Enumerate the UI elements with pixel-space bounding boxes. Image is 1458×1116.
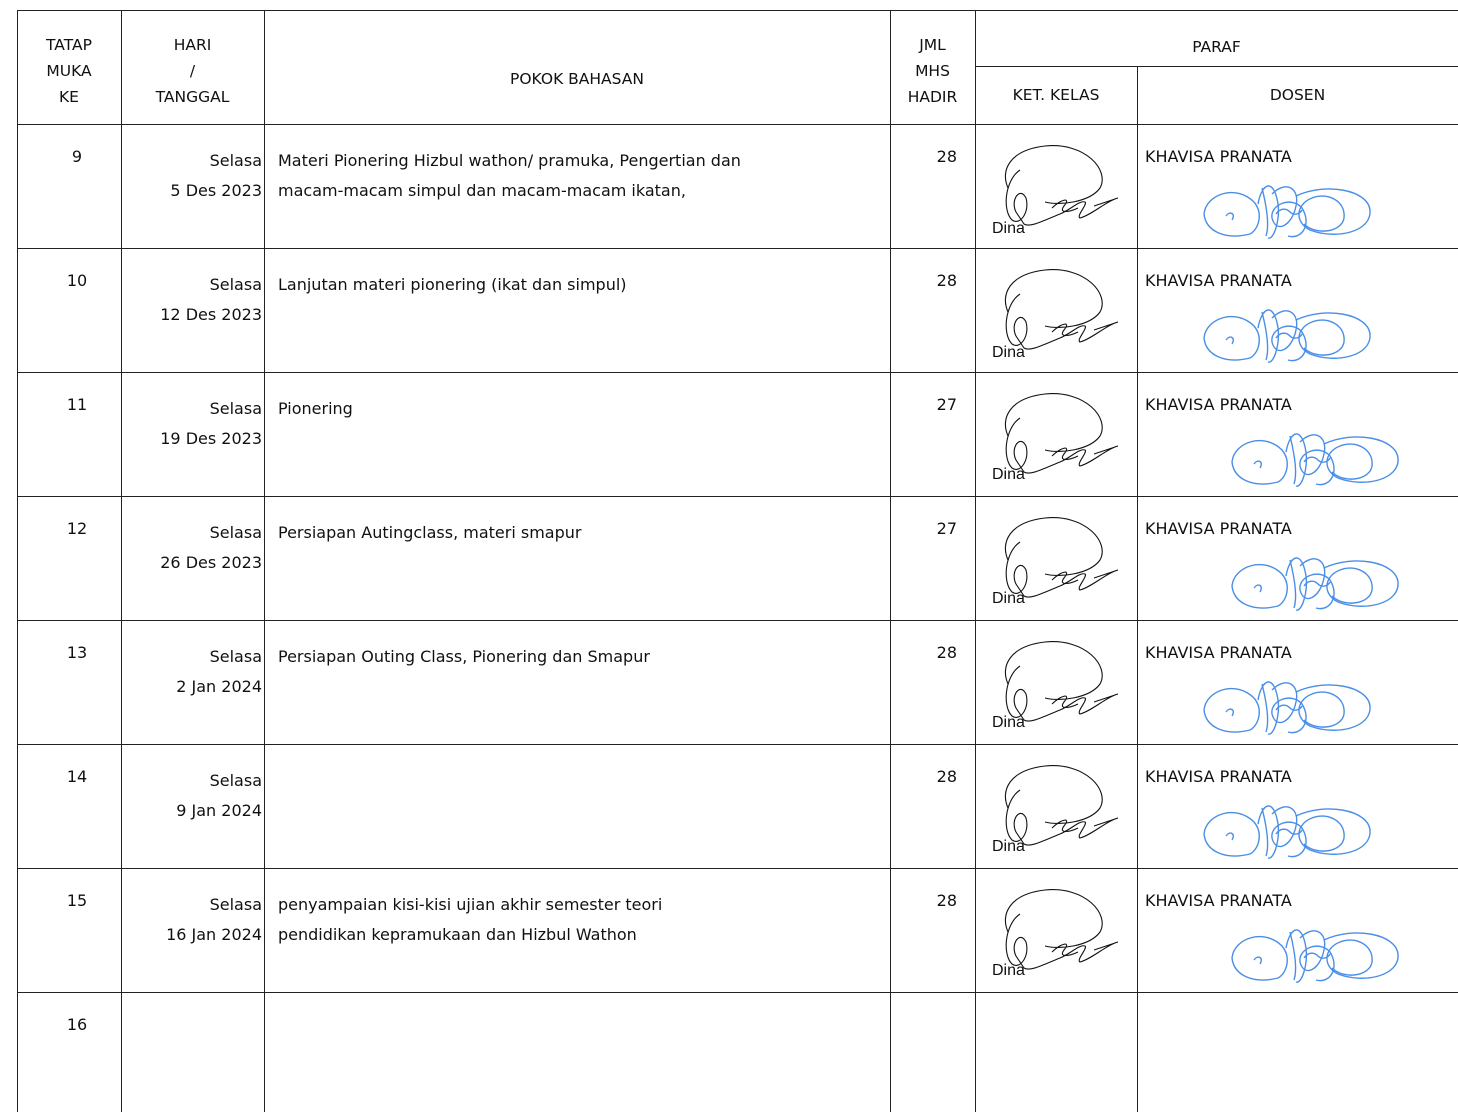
- table-row: [0, 868, 1458, 992]
- lecturer-signature-drawing: [1196, 174, 1376, 246]
- session-day: Selasa: [209, 399, 262, 418]
- lecturer-name: KHAVISA PRANATA: [1145, 271, 1292, 290]
- lecturer-signature: [1196, 670, 1376, 742]
- session-day: Selasa: [209, 275, 262, 294]
- session-date: 9 Jan 2024: [176, 801, 262, 820]
- table-row: [0, 124, 1458, 248]
- attendance-count: 28: [936, 767, 957, 786]
- session-number: 15: [66, 891, 88, 910]
- class-rep-name: Dina: [992, 344, 1025, 361]
- session-date: 19 Des 2023: [160, 429, 262, 448]
- session-number: 16: [66, 1015, 88, 1034]
- attendance-count: 27: [936, 519, 957, 538]
- session-date: 12 Des 2023: [160, 305, 262, 324]
- header-tatap-muka-ke: TATAP MUKA KE: [46, 36, 92, 106]
- header-hari-tanggal: HARI / TANGGAL: [155, 36, 230, 106]
- topic-line-1: Persiapan Autingclass, materi smapur: [278, 523, 582, 542]
- session-date: 2 Jan 2024: [176, 677, 262, 696]
- session-day: Selasa: [209, 771, 262, 790]
- attendance-count: 28: [936, 643, 957, 662]
- lecturer-signature: [1196, 794, 1376, 866]
- session-number: 12: [66, 519, 88, 538]
- header-ket-kelas: KET. KELAS: [1012, 86, 1100, 104]
- table-row: [0, 744, 1458, 868]
- class-rep-name: Dina: [992, 466, 1025, 483]
- lecturer-signature-drawing: [1196, 670, 1376, 742]
- session-number: 9: [71, 147, 83, 166]
- lecturer-name: KHAVISA PRANATA: [1145, 147, 1292, 166]
- session-date: 16 Jan 2024: [166, 925, 262, 944]
- header-pokok-bahasan: POKOK BAHASAN: [510, 70, 644, 88]
- table-row: [0, 992, 1458, 1116]
- session-date: 26 Des 2023: [160, 553, 262, 572]
- class-rep-name: Dina: [992, 590, 1025, 607]
- topic-line-1: penyampaian kisi-kisi ujian akhir semester teori: [278, 895, 663, 914]
- lecturer-signature: [1196, 174, 1376, 246]
- session-number: 14: [66, 767, 88, 786]
- lecturer-signature-drawing: [1224, 546, 1404, 618]
- table-row: [0, 496, 1458, 620]
- session-day: Selasa: [209, 647, 262, 666]
- session-day: Selasa: [209, 151, 262, 170]
- lecturer-name: KHAVISA PRANATA: [1145, 643, 1292, 662]
- class-rep-name: Dina: [992, 220, 1025, 237]
- topic-line-1: Pionering: [278, 399, 353, 418]
- lecturer-name: KHAVISA PRANATA: [1145, 767, 1292, 786]
- attendance-count: 28: [936, 147, 957, 166]
- lecturer-signature: [1224, 546, 1404, 618]
- paraf-divider-line: [975, 66, 1458, 67]
- session-number: 13: [66, 643, 88, 662]
- topic-line-2: pendidikan kepramukaan dan Hizbul Wathon: [278, 925, 637, 944]
- topic-line-1: Materi Pionering Hizbul wathon/ pramuka, Pengertian dan: [278, 151, 741, 170]
- table-row: [0, 620, 1458, 744]
- session-date: 5 Des 2023: [170, 181, 262, 200]
- header-paraf: PARAF: [1192, 38, 1241, 56]
- lecturer-signature: [1196, 298, 1376, 370]
- topic-line-2: macam-macam simpul dan macam-macam ikatan,: [278, 181, 686, 200]
- lecturer-signature-drawing: [1224, 918, 1404, 990]
- class-rep-name: Dina: [992, 838, 1025, 855]
- lecturer-name: KHAVISA PRANATA: [1145, 395, 1292, 414]
- topic-line-1: Lanjutan materi pionering (ikat dan simpul): [278, 275, 627, 294]
- topic-line-1: Persiapan Outing Class, Pionering dan Smapur: [278, 647, 650, 666]
- attendance-count: 27: [936, 395, 957, 414]
- lecturer-signature-drawing: [1196, 794, 1376, 866]
- lecturer-signature-drawing: [1196, 298, 1376, 370]
- lecturer-name: KHAVISA PRANATA: [1145, 519, 1292, 538]
- session-number: 11: [66, 395, 88, 414]
- session-day: Selasa: [209, 523, 262, 542]
- class-rep-name: Dina: [992, 714, 1025, 731]
- lecturer-signature: [1224, 422, 1404, 494]
- attendance-count: 28: [936, 891, 957, 910]
- session-number: 10: [66, 271, 88, 290]
- header-dosen: DOSEN: [1269, 86, 1326, 104]
- lecturer-signature: [1224, 918, 1404, 990]
- table-top-border: [17, 10, 1458, 11]
- lecturer-name: KHAVISA PRANATA: [1145, 891, 1292, 910]
- header-jml-mhs-hadir: JML MHS HADIR: [907, 36, 958, 106]
- class-rep-name: Dina: [992, 962, 1025, 979]
- table-row: [0, 372, 1458, 496]
- table-row: [0, 248, 1458, 372]
- session-day: Selasa: [209, 895, 262, 914]
- lecturer-signature-drawing: [1224, 422, 1404, 494]
- attendance-count: 28: [936, 271, 957, 290]
